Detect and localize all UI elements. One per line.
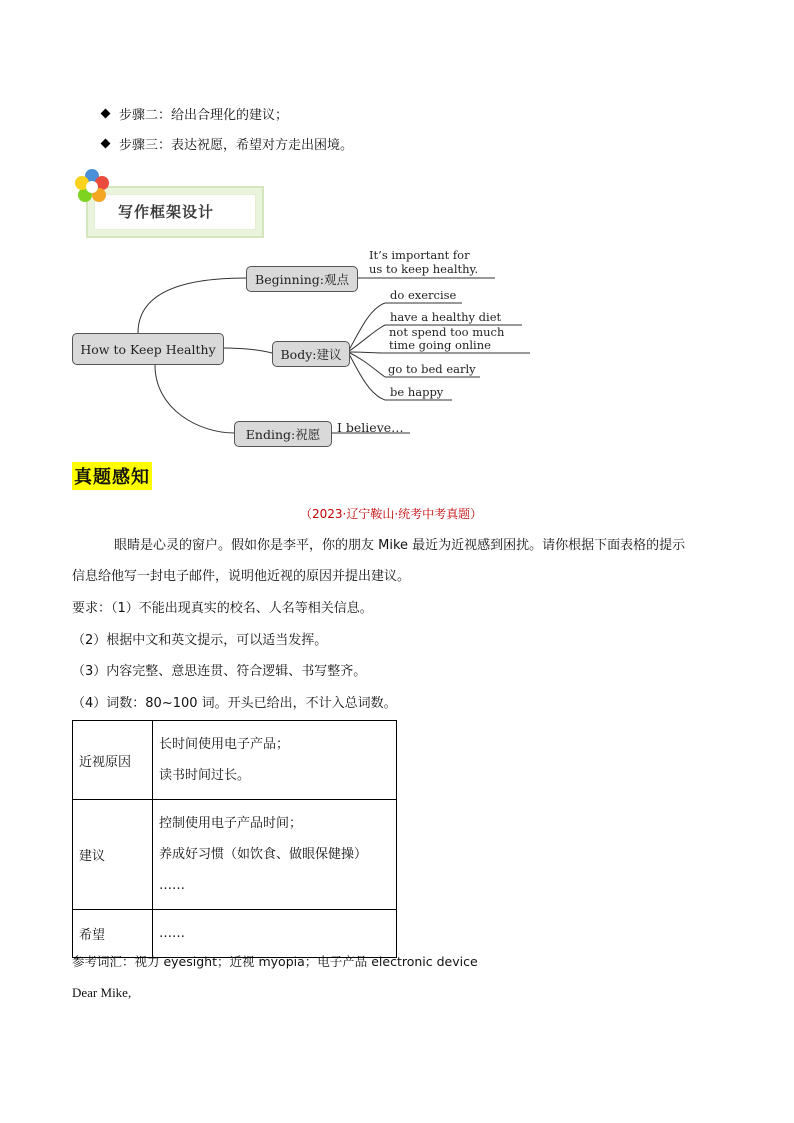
row-label: 建议 xyxy=(73,800,153,910)
row-content xyxy=(153,721,397,800)
step-three-text: 步骤三：表达祝愿，希望对方走出困境。 xyxy=(119,138,354,153)
table-row xyxy=(73,800,397,910)
center-node: How to Keep Healthy xyxy=(72,333,224,365)
requirement-2: （2）根据中文和英文提示，可以适当发挥。 xyxy=(72,633,328,648)
vocabulary-hint: 参考词汇：视力 eyesight；近视 myopia；电子产品 electronic device xyxy=(72,954,478,969)
exam-source: （2023·辽宁鞍山·统考中考真题） xyxy=(300,507,483,521)
row-content xyxy=(153,910,397,958)
beginning-leaf-line2: us to keep healthy. xyxy=(369,262,479,276)
mind-map xyxy=(60,240,540,450)
ending-node: Ending:祝愿 xyxy=(234,421,332,447)
row-line: 养成好习惯（如饮食、做眼保健操） xyxy=(159,847,368,862)
body-leaf: not spend too much xyxy=(389,325,505,339)
body-leaf: go to bed early xyxy=(388,362,476,376)
bullet-diamond-icon xyxy=(101,139,111,149)
row-line: 读书时间过长。 xyxy=(159,768,251,783)
beginning-leaf-line1: It’s important for xyxy=(369,248,470,262)
body-leaf: have a healthy diet xyxy=(390,310,502,324)
section-banner xyxy=(86,186,264,238)
section-title: 真题感知 xyxy=(72,462,152,490)
section-banner-title: 写作框架设计 xyxy=(118,203,215,221)
ending-leaf: I believe… xyxy=(337,420,404,435)
row-line: 控制使用电子产品时间； xyxy=(159,816,303,831)
row-line: …… xyxy=(159,878,185,893)
info-table xyxy=(72,720,397,958)
row-content xyxy=(153,800,397,910)
requirement-3: （3）内容完整、意思连贯、符合逻辑、书写整齐。 xyxy=(72,664,367,679)
step-three xyxy=(102,134,353,153)
body-leaf: be happy xyxy=(390,385,444,399)
body-node: Body:建议 xyxy=(272,341,350,367)
row-label: 希望 xyxy=(73,910,153,958)
table-row xyxy=(73,721,397,800)
beginning-node: Beginning:观点 xyxy=(246,266,358,292)
step-two-text: 步骤二：给出合理化的建议； xyxy=(119,108,289,123)
bullet-diamond-icon xyxy=(101,109,111,119)
row-line: …… xyxy=(159,926,185,941)
prompt-line2: 信息给他写一封电子邮件，说明他近视的原因并提出建议。 xyxy=(72,569,411,584)
step-two xyxy=(102,104,288,123)
body-leaf: do exercise xyxy=(390,288,457,302)
letter-greeting: Dear Mike, xyxy=(72,985,132,1000)
requirement-1: 要求：（1）不能出现真实的校名、人名等相关信息。 xyxy=(72,601,373,616)
flower-icon xyxy=(72,167,112,207)
requirement-4: （4）词数：80~100 词。开头已给出，不计入总词数。 xyxy=(72,696,397,711)
table-row xyxy=(73,910,397,958)
body-leaf: time going online xyxy=(389,338,491,352)
row-label: 近视原因 xyxy=(73,721,153,800)
prompt-line1: 眼睛是心灵的窗户。假如你是李平，你的朋友 Mike 最近为近视感到困扰。请你根据下面表格的提示 xyxy=(114,538,686,553)
row-line: 长时间使用电子产品； xyxy=(159,737,290,752)
